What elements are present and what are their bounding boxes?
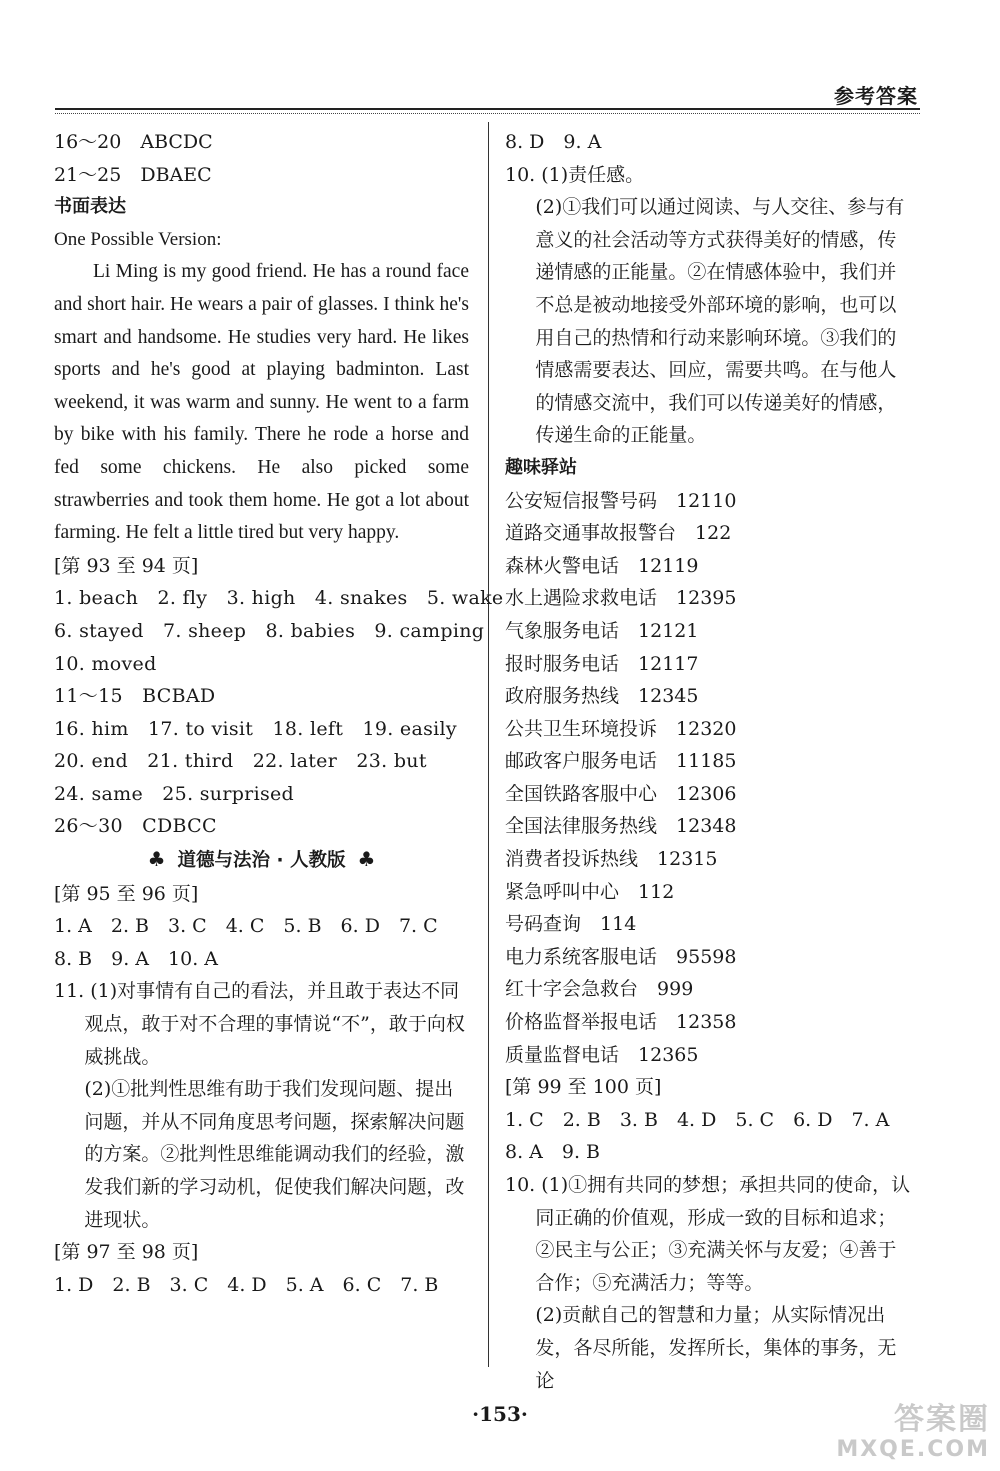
watermark-url: MXQE.COM <box>836 1437 990 1462</box>
hotline-number: 95598 <box>676 945 737 968</box>
answer-paragraph: (2)①批判性思维有助于我们发现问题、提出问题，并从不同角度思考问题，探索解决问题的方案。②批判性思维能调动我们的经验，激发我们新的学习动机，促使我们解决问题，改进现状。 <box>84 1078 465 1231</box>
fun-heading: 趣味驿站 <box>505 456 577 478</box>
answer-line: 8. B 9. A 10. A <box>54 947 218 970</box>
writing-intro: One Possible Version: <box>54 228 222 250</box>
hotline-row <box>505 648 915 681</box>
hotline-name: 价格监督举报电话 <box>505 1011 658 1034</box>
writing-heading: 书面表达 <box>54 196 126 218</box>
hotline-row <box>505 973 915 1006</box>
hotline-name: 邮政客户服务电话 <box>505 750 658 773</box>
club-icon: ♣ <box>357 847 376 872</box>
page-range-heading: [第 97 至 98 页] <box>54 1241 199 1264</box>
page-header-title: 参考答案 <box>834 84 918 108</box>
header-dotted-rule <box>55 113 920 114</box>
hotline-number: 12358 <box>676 1011 737 1034</box>
page-number: ·153· <box>472 1402 528 1426</box>
hotline-name: 质量监督电话 <box>505 1043 620 1066</box>
hotline-number: 12348 <box>676 815 737 838</box>
hotline-number: 12117 <box>638 652 699 675</box>
page-range-heading: [第 95 至 96 页] <box>54 882 199 905</box>
hotline-number: 12365 <box>638 1043 699 1066</box>
answer-line: 6. stayed 7. sheep 8. babies 9. camping <box>54 619 485 642</box>
hotline-number: 12320 <box>676 717 737 740</box>
hotline-list <box>505 485 915 1072</box>
watermark-text: 答案圈 <box>894 1402 990 1437</box>
hotline-number: 12110 <box>676 489 737 512</box>
hotline-row <box>505 485 915 518</box>
answer-paragraph: (2)贡献自己的智慧和力量；从实际情况出发，各尽所能，发挥所长，集体的事务，无论 <box>535 1304 897 1392</box>
answer-line: 26～30 CDBCC <box>54 815 217 838</box>
hotline-row <box>505 778 915 811</box>
hotline-row <box>505 810 915 843</box>
hotline-number: 122 <box>695 522 732 545</box>
hotline-name: 全国铁路客服中心 <box>505 782 658 805</box>
hotline-name: 气象服务电话 <box>505 619 620 642</box>
hotline-row <box>505 713 915 746</box>
left-column <box>54 126 504 1301</box>
answer-paragraph: 10. (1)①拥有共同的梦想；承担共同的使命，认同正确的价值观，形成一致的目标和追求；②民主与公正；③充满关怀与友爱；④善于合作；⑤充满活力；等等。 <box>505 1174 911 1294</box>
hotline-row <box>505 680 915 713</box>
hotline-name: 号码查询 <box>505 913 582 936</box>
hotline-row <box>505 517 915 550</box>
hotline-row <box>505 582 915 615</box>
hotline-row <box>505 941 915 974</box>
answer-line: 16～20 ABCDC <box>54 131 213 153</box>
hotline-number: 114 <box>600 913 637 936</box>
hotline-row <box>505 615 915 648</box>
hotline-number: 12345 <box>638 685 699 708</box>
hotline-row <box>505 908 915 941</box>
hotline-name: 道路交通事故报警台 <box>505 522 677 545</box>
hotline-row <box>505 876 915 909</box>
answer-line: 10. (1)责任感。 <box>505 163 645 186</box>
answer-line: 21～25 DBAEC <box>54 163 212 186</box>
answer-line: 1. A 2. B 3. C 4. C 5. B 6. D 7. C <box>54 915 438 938</box>
hotline-name: 全国法律服务热线 <box>505 815 658 838</box>
hotline-name: 公共卫生环境投诉 <box>505 717 658 740</box>
hotline-number: 12315 <box>657 848 718 871</box>
hotline-number: 11185 <box>676 750 737 773</box>
answer-line: 1. beach 2. fly 3. high 4. snakes 5. wake <box>54 587 504 610</box>
hotline-number: 12121 <box>638 619 699 642</box>
answer-line: 8. A 9. B <box>505 1141 601 1164</box>
hotline-name: 政府服务热线 <box>505 685 620 708</box>
hotline-name: 消费者投诉热线 <box>505 848 639 871</box>
hotline-row <box>505 843 915 876</box>
answer-paragraph: (2)①我们可以通过阅读、与人交往、参与有意义的社会活动等方式获得美好的情感，传递情感的正能量。②在情感体验中，我们并不总是被动地接受外部环境的影响，也可以用自己的热情和行动来影响环境。③我们的情感需要表达、回应，需要共鸣。在与他人的情感交流中，我们可以传递美好的情感，传递生命的正能量。 <box>535 196 905 447</box>
answer-line: 8. D 9. A <box>505 131 602 153</box>
answer-line: 16. him 17. to visit 18. left 19. easily <box>54 717 457 740</box>
club-icon: ♣ <box>147 847 166 872</box>
hotline-row <box>505 550 915 583</box>
answer-line: 1. D 2. B 3. C 4. D 5. A 6. C 7. B <box>54 1273 439 1296</box>
hotline-name: 电力系统客服电话 <box>505 945 658 968</box>
hotline-name: 公安短信报警号码 <box>505 489 658 512</box>
answer-line: 1. C 2. B 3. B 4. D 5. C 6. D 7. A <box>505 1108 890 1131</box>
answer-paragraph: 11. (1)对事情有自己的看法，并且敢于表达不同观点，敢于对不合理的事情说“不”，敢于向权威挑战。 <box>54 980 465 1068</box>
hotline-name: 紧急呼叫中心 <box>505 880 620 903</box>
header-rule <box>55 108 920 110</box>
right-column <box>505 126 915 1392</box>
hotline-name: 红十字会急救台 <box>505 978 639 1001</box>
column-divider <box>488 122 489 1367</box>
hotline-row <box>505 1039 915 1072</box>
hotline-name: 水上遇险求救电话 <box>505 587 658 610</box>
watermark-logo <box>836 1402 990 1465</box>
hotline-number: 999 <box>657 978 694 1001</box>
answer-line: 20. end 21. third 22. later 23. but <box>54 750 427 773</box>
page-range-heading: [第 99 至 100 页] <box>505 1076 662 1099</box>
hotline-number: 12395 <box>676 587 737 610</box>
hotline-row <box>505 745 915 778</box>
section-title-text: 道德与法治 · 人教版 <box>177 850 346 872</box>
answer-line: 24. same 25. surprised <box>54 782 294 805</box>
hotline-name: 报时服务电话 <box>505 652 620 675</box>
page-range-heading: [第 93 至 94 页] <box>54 554 199 577</box>
answer-line: 11～15 BCBAD <box>54 685 216 708</box>
answer-line: 10. moved <box>54 652 157 675</box>
hotline-row <box>505 1006 915 1039</box>
hotline-number: 112 <box>638 880 675 903</box>
hotline-number: 12119 <box>638 554 699 577</box>
hotline-name: 森林火警电话 <box>505 554 620 577</box>
section-title <box>54 843 469 878</box>
essay-paragraph: Li Ming is my good friend. He has a round face and short hair. He wears a pair of glasses. I think he's smart and handsome. He studies very hard. He likes sports and he's good at playing badminton. Last weekend, it was warm and sunny. He went to a farm by bike with his family. There he rode a horse and fed some chickens. He also picked some strawberries and took them home. He got a lot about farming. He felt a little tired but very happy. <box>54 261 469 544</box>
hotline-number: 12306 <box>676 782 737 805</box>
